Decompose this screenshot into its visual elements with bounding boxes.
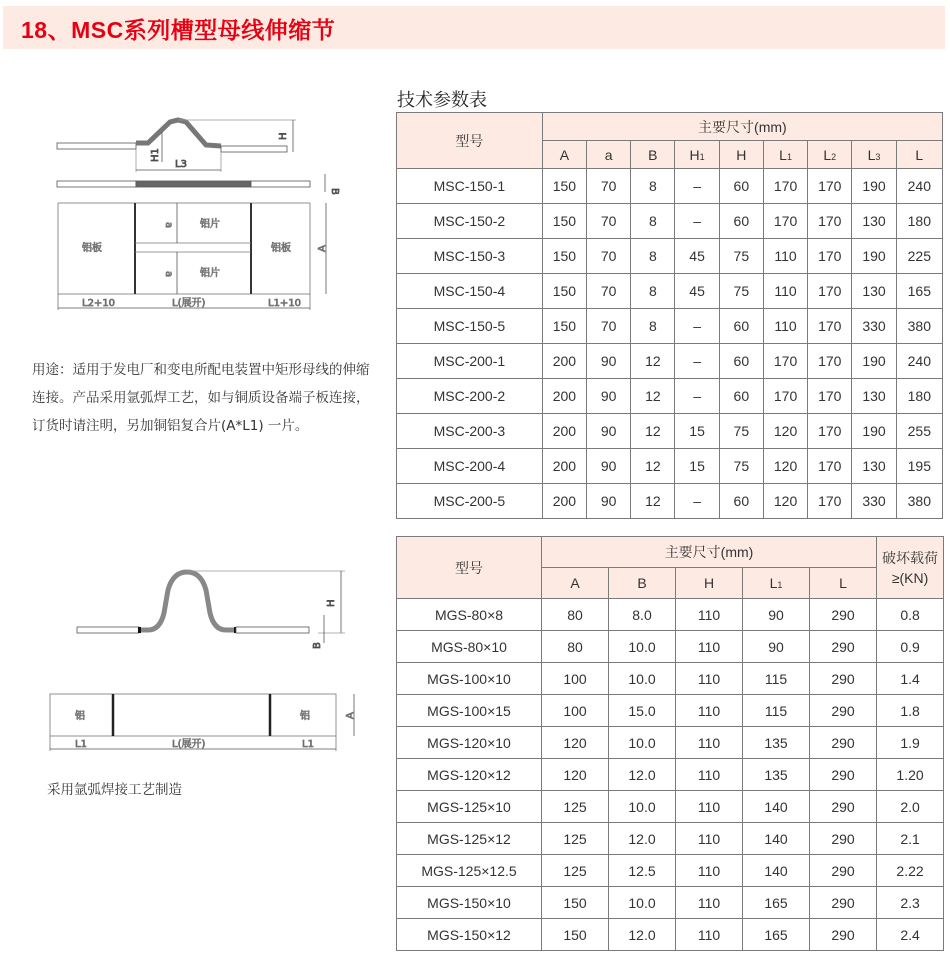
mgs-dim-B-label: B bbox=[312, 642, 323, 649]
model-cell: MSC-200-5 bbox=[397, 484, 543, 519]
value-cell: – bbox=[675, 344, 719, 379]
mgs-side-view bbox=[77, 571, 345, 649]
value-cell: 170 bbox=[808, 414, 852, 449]
plate-left-label: 铝板 bbox=[82, 243, 102, 254]
value-cell: 110 bbox=[676, 759, 743, 791]
breaking-load-header bbox=[877, 537, 944, 599]
value-cell: 115 bbox=[743, 663, 810, 695]
dim-H1-label: H1 bbox=[150, 148, 161, 162]
value-cell: 130 bbox=[852, 274, 896, 309]
model-cell: MGS-100×15 bbox=[397, 695, 542, 727]
column-header-main: L bbox=[823, 146, 832, 163]
dim-right-label: L1+10 bbox=[268, 298, 302, 309]
mgs-dim-H-label: H bbox=[326, 599, 337, 607]
model-cell: MGS-120×12 bbox=[397, 759, 542, 791]
value-cell: 70 bbox=[587, 204, 631, 239]
column-header bbox=[609, 568, 676, 599]
value-cell: 110 bbox=[676, 599, 743, 631]
value-cell: 15 bbox=[675, 449, 719, 484]
table-row bbox=[397, 823, 944, 855]
value-cell: 290 bbox=[810, 727, 877, 759]
value-cell: 110 bbox=[676, 791, 743, 823]
value-cell: 150 bbox=[542, 239, 586, 274]
value-cell: 170 bbox=[763, 169, 807, 204]
value-cell: 170 bbox=[808, 379, 852, 414]
value-cell: 45 bbox=[675, 274, 719, 309]
value-cell: 195 bbox=[896, 449, 942, 484]
mgs-dim-right-label: L1 bbox=[302, 739, 314, 750]
mgs-diagram bbox=[40, 545, 370, 760]
value-cell: 290 bbox=[810, 759, 877, 791]
dim-A-label: A bbox=[317, 245, 328, 252]
plate-right-label: 铝板 bbox=[271, 243, 291, 254]
value-cell: 8 bbox=[631, 309, 675, 344]
value-cell: 90 bbox=[587, 414, 631, 449]
value-cell: 200 bbox=[542, 344, 586, 379]
value-cell: 165 bbox=[896, 274, 942, 309]
value-cell: 60 bbox=[719, 344, 763, 379]
value-cell: 170 bbox=[808, 239, 852, 274]
column-header-subscript: 1 bbox=[777, 580, 783, 590]
value-cell: 150 bbox=[542, 204, 586, 239]
value-cell: 2.1 bbox=[877, 823, 944, 855]
value-cell: 140 bbox=[743, 823, 810, 855]
value-cell: 170 bbox=[808, 309, 852, 344]
value-cell: 8.0 bbox=[609, 599, 676, 631]
sheet-bottom-label: 铝片 bbox=[200, 268, 220, 279]
value-cell: 165 bbox=[743, 919, 810, 951]
mgs-plan-view bbox=[50, 694, 356, 751]
value-cell: 290 bbox=[810, 695, 877, 727]
dim-a-top-label: a bbox=[163, 222, 174, 229]
value-cell: 330 bbox=[852, 309, 896, 344]
value-cell: 130 bbox=[852, 204, 896, 239]
value-cell: 90 bbox=[587, 344, 631, 379]
column-header bbox=[587, 141, 631, 169]
msc-plan-view bbox=[58, 203, 328, 310]
table-row bbox=[397, 887, 944, 919]
mgs-dim-mid-label: L(展开) bbox=[172, 739, 206, 750]
value-cell: 90 bbox=[743, 599, 810, 631]
table-row bbox=[397, 239, 943, 274]
table-row bbox=[397, 855, 944, 887]
value-cell: 125 bbox=[542, 823, 609, 855]
column-header bbox=[808, 141, 852, 169]
value-cell: 290 bbox=[810, 791, 877, 823]
value-cell: 75 bbox=[719, 239, 763, 274]
dim-B-label: B bbox=[329, 188, 340, 195]
value-cell: 8 bbox=[631, 274, 675, 309]
value-cell: 15 bbox=[675, 414, 719, 449]
column-header-main: H bbox=[736, 146, 747, 163]
value-cell: 170 bbox=[808, 204, 852, 239]
model-header: 型号 bbox=[397, 537, 542, 599]
column-header-main: a bbox=[604, 146, 613, 163]
model-cell: MGS-125×10 bbox=[397, 791, 542, 823]
value-cell: 150 bbox=[542, 887, 609, 919]
value-cell: 290 bbox=[810, 919, 877, 951]
value-cell: 125 bbox=[542, 855, 609, 887]
dim-L3-label: L3 bbox=[175, 159, 187, 170]
value-cell: 380 bbox=[896, 309, 942, 344]
value-cell: 80 bbox=[542, 599, 609, 631]
value-cell: 2.22 bbox=[877, 855, 944, 887]
value-cell: 290 bbox=[810, 599, 877, 631]
value-cell: 110 bbox=[676, 823, 743, 855]
value-cell: 12.0 bbox=[609, 919, 676, 951]
value-cell: 1.8 bbox=[877, 695, 944, 727]
column-header bbox=[631, 141, 675, 169]
value-cell: 1.20 bbox=[877, 759, 944, 791]
value-cell: 0.8 bbox=[877, 599, 944, 631]
value-cell: 240 bbox=[896, 344, 942, 379]
column-header bbox=[676, 568, 743, 599]
column-header-main: L bbox=[769, 575, 778, 591]
mgs-left-label: 铝 bbox=[75, 711, 85, 722]
value-cell: 170 bbox=[808, 169, 852, 204]
value-cell: 60 bbox=[719, 379, 763, 414]
model-cell: MSC-150-4 bbox=[397, 274, 543, 309]
value-cell: 110 bbox=[676, 631, 743, 663]
model-cell: MGS-150×10 bbox=[397, 887, 542, 919]
value-cell: 12 bbox=[631, 449, 675, 484]
value-cell: 225 bbox=[896, 239, 942, 274]
value-cell: 10.0 bbox=[609, 887, 676, 919]
value-cell: 100 bbox=[542, 695, 609, 727]
column-header-subscript: 1 bbox=[786, 151, 792, 162]
table-row bbox=[397, 169, 943, 204]
value-cell: 200 bbox=[542, 379, 586, 414]
value-cell: 380 bbox=[896, 484, 942, 519]
value-cell: – bbox=[675, 309, 719, 344]
breaking-load-header-line1: 破坏载荷 bbox=[882, 549, 939, 566]
value-cell: 10.0 bbox=[609, 631, 676, 663]
column-header bbox=[763, 141, 807, 169]
column-header-main: H bbox=[689, 146, 700, 163]
sheet-top-label: 铝片 bbox=[200, 219, 220, 230]
mgs-dim-A-label: A bbox=[345, 712, 356, 719]
model-cell: MGS-100×10 bbox=[397, 663, 542, 695]
section-title: 技术参数表 bbox=[397, 90, 487, 111]
model-cell: MSC-150-2 bbox=[397, 204, 543, 239]
value-cell: 60 bbox=[719, 169, 763, 204]
value-cell: 290 bbox=[810, 663, 877, 695]
value-cell: 110 bbox=[676, 663, 743, 695]
value-cell: 45 bbox=[675, 239, 719, 274]
value-cell: 110 bbox=[676, 695, 743, 727]
value-cell: 180 bbox=[896, 379, 942, 414]
value-cell: 10.0 bbox=[609, 727, 676, 759]
value-cell: 290 bbox=[810, 631, 877, 663]
value-cell: 150 bbox=[542, 169, 586, 204]
value-cell: 110 bbox=[763, 239, 807, 274]
column-header-main: L bbox=[839, 575, 847, 591]
value-cell: 135 bbox=[743, 759, 810, 791]
value-cell: 70 bbox=[587, 239, 631, 274]
table-row bbox=[397, 309, 943, 344]
value-cell: 10.0 bbox=[609, 663, 676, 695]
dim-mid-label: L(展开) bbox=[172, 298, 206, 309]
table-row bbox=[397, 274, 943, 309]
table-row bbox=[397, 344, 943, 379]
column-header-subscript: 2 bbox=[831, 151, 837, 162]
dim-left-label: L2+10 bbox=[82, 298, 116, 309]
table-row bbox=[397, 484, 943, 519]
mgs-right-label: 铝 bbox=[300, 711, 310, 722]
value-cell: 290 bbox=[810, 823, 877, 855]
value-cell: 120 bbox=[763, 449, 807, 484]
value-cell: 110 bbox=[676, 727, 743, 759]
value-cell: – bbox=[675, 484, 719, 519]
value-cell: 12.0 bbox=[609, 823, 676, 855]
table-row bbox=[397, 449, 943, 484]
value-cell: 60 bbox=[719, 309, 763, 344]
column-header-main: H bbox=[703, 575, 715, 591]
value-cell: 255 bbox=[896, 414, 942, 449]
table-row bbox=[397, 663, 944, 695]
model-cell: MGS-120×10 bbox=[397, 727, 542, 759]
value-cell: 2.0 bbox=[877, 791, 944, 823]
value-cell: 150 bbox=[542, 274, 586, 309]
value-cell: – bbox=[675, 204, 719, 239]
model-cell: MSC-200-3 bbox=[397, 414, 543, 449]
value-cell: 2.3 bbox=[877, 887, 944, 919]
value-cell: 150 bbox=[542, 919, 609, 951]
value-cell: 60 bbox=[719, 204, 763, 239]
column-header-subscript: 1 bbox=[699, 151, 705, 162]
value-cell: 12 bbox=[631, 379, 675, 414]
value-cell: 140 bbox=[743, 791, 810, 823]
dimensions-group-header: 主要尺寸(mm) bbox=[542, 537, 877, 568]
mgs-dim-left-label: L1 bbox=[75, 739, 87, 750]
value-cell: 165 bbox=[743, 887, 810, 919]
value-cell: 170 bbox=[808, 274, 852, 309]
value-cell: 8 bbox=[631, 204, 675, 239]
value-cell: 8 bbox=[631, 239, 675, 274]
value-cell: 110 bbox=[676, 919, 743, 951]
column-header-main: L bbox=[867, 146, 876, 163]
value-cell: 75 bbox=[719, 414, 763, 449]
value-cell: 110 bbox=[676, 887, 743, 919]
mgs-spec-table bbox=[396, 536, 944, 951]
model-cell: MSC-150-5 bbox=[397, 309, 543, 344]
column-header-main: L bbox=[779, 146, 787, 163]
model-cell: MGS-80×8 bbox=[397, 599, 542, 631]
table-row bbox=[397, 919, 944, 951]
value-cell: 1.4 bbox=[877, 663, 944, 695]
model-cell: MGS-125×12.5 bbox=[397, 855, 542, 887]
column-header-main: B bbox=[648, 146, 658, 163]
table-row bbox=[397, 204, 943, 239]
value-cell: 180 bbox=[896, 204, 942, 239]
value-cell: 70 bbox=[587, 274, 631, 309]
value-cell: 240 bbox=[896, 169, 942, 204]
column-header bbox=[542, 141, 586, 169]
value-cell: 130 bbox=[852, 379, 896, 414]
value-cell: 115 bbox=[743, 695, 810, 727]
value-cell: 125 bbox=[542, 791, 609, 823]
value-cell: 90 bbox=[743, 631, 810, 663]
value-cell: 170 bbox=[808, 484, 852, 519]
value-cell: 190 bbox=[852, 239, 896, 274]
model-cell: MGS-80×10 bbox=[397, 631, 542, 663]
value-cell: 90 bbox=[587, 484, 631, 519]
msc-diagram bbox=[40, 100, 360, 325]
model-cell: MGS-150×12 bbox=[397, 919, 542, 951]
model-cell: MSC-200-1 bbox=[397, 344, 543, 379]
value-cell: 110 bbox=[676, 855, 743, 887]
table-row bbox=[397, 414, 943, 449]
value-cell: 170 bbox=[763, 204, 807, 239]
table-row bbox=[397, 759, 944, 791]
value-cell: – bbox=[675, 379, 719, 414]
value-cell: 1.9 bbox=[877, 727, 944, 759]
column-header bbox=[542, 568, 609, 599]
value-cell: 15.0 bbox=[609, 695, 676, 727]
value-cell: 90 bbox=[587, 379, 631, 414]
value-cell: 170 bbox=[808, 449, 852, 484]
value-cell: 200 bbox=[542, 484, 586, 519]
column-header bbox=[719, 141, 763, 169]
value-cell: 190 bbox=[852, 414, 896, 449]
model-cell: MSC-200-4 bbox=[397, 449, 543, 484]
value-cell: 8 bbox=[631, 169, 675, 204]
page-title: 18、MSC系列槽型母线伸缩节 bbox=[21, 17, 336, 43]
value-cell: 75 bbox=[719, 274, 763, 309]
value-cell: 70 bbox=[587, 309, 631, 344]
table-row bbox=[397, 631, 944, 663]
title-banner bbox=[3, 6, 945, 49]
column-header bbox=[675, 141, 719, 169]
value-cell: 120 bbox=[542, 759, 609, 791]
msc-top-view bbox=[57, 174, 340, 195]
dim-a-bottom-label: a bbox=[163, 271, 174, 278]
value-cell: 120 bbox=[763, 414, 807, 449]
value-cell: 190 bbox=[852, 344, 896, 379]
column-header bbox=[852, 141, 896, 169]
value-cell: 110 bbox=[763, 274, 807, 309]
value-cell: 10.0 bbox=[609, 791, 676, 823]
value-cell: 200 bbox=[542, 414, 586, 449]
value-cell: 130 bbox=[852, 449, 896, 484]
column-header bbox=[743, 568, 810, 599]
table-row bbox=[397, 727, 944, 759]
model-header: 型号 bbox=[397, 113, 543, 169]
column-header bbox=[810, 568, 877, 599]
value-cell: 12.5 bbox=[609, 855, 676, 887]
column-header bbox=[896, 141, 942, 169]
value-cell: 120 bbox=[763, 484, 807, 519]
value-cell: 190 bbox=[852, 169, 896, 204]
column-header-main: A bbox=[570, 575, 580, 591]
value-cell: 290 bbox=[810, 855, 877, 887]
value-cell: 90 bbox=[587, 449, 631, 484]
value-cell: 140 bbox=[743, 855, 810, 887]
column-header-subscript: 3 bbox=[875, 151, 881, 162]
model-cell: MSC-200-2 bbox=[397, 379, 543, 414]
breaking-load-header-line2: ≥(KN) bbox=[891, 569, 929, 586]
value-cell: 170 bbox=[808, 344, 852, 379]
table-row bbox=[397, 599, 944, 631]
column-header-main: B bbox=[637, 575, 647, 591]
table-row bbox=[397, 791, 944, 823]
value-cell: 2.4 bbox=[877, 919, 944, 951]
value-cell: 100 bbox=[542, 663, 609, 695]
value-cell: 80 bbox=[542, 631, 609, 663]
value-cell: 12 bbox=[631, 414, 675, 449]
value-cell: 135 bbox=[743, 727, 810, 759]
value-cell: 110 bbox=[763, 309, 807, 344]
value-cell: 120 bbox=[542, 727, 609, 759]
value-cell: 150 bbox=[542, 309, 586, 344]
value-cell: 12 bbox=[631, 484, 675, 519]
value-cell: 75 bbox=[719, 449, 763, 484]
value-cell: 330 bbox=[852, 484, 896, 519]
usage-description: 用途：适用于发电厂和变电所配电装置中矩形母线的伸缩连接。产品采用氩弧焊工艺，如与铜质设备端子板连接，订货时请注明，另加铜铝复合片(A*L1) 一片。 bbox=[32, 362, 370, 434]
value-cell: 60 bbox=[719, 484, 763, 519]
model-cell: MSC-150-3 bbox=[397, 239, 543, 274]
msc-side-view bbox=[57, 120, 296, 172]
value-cell: 170 bbox=[763, 379, 807, 414]
value-cell: 70 bbox=[587, 169, 631, 204]
model-cell: MSC-150-1 bbox=[397, 169, 543, 204]
msc-spec-table bbox=[396, 112, 943, 519]
table-row bbox=[397, 379, 943, 414]
value-cell: 12 bbox=[631, 344, 675, 379]
dimensions-group-header: 主要尺寸(mm) bbox=[542, 113, 942, 141]
value-cell: 170 bbox=[763, 344, 807, 379]
value-cell: 0.9 bbox=[877, 631, 944, 663]
mgs-caption: 采用氩弧焊接工艺制造 bbox=[47, 782, 182, 798]
value-cell: 12.0 bbox=[609, 759, 676, 791]
value-cell: – bbox=[675, 169, 719, 204]
table-row bbox=[397, 695, 944, 727]
column-header-main: A bbox=[559, 146, 570, 163]
column-header-main: L bbox=[915, 146, 924, 163]
value-cell: 290 bbox=[810, 887, 877, 919]
value-cell: 200 bbox=[542, 449, 586, 484]
model-cell: MGS-125×12 bbox=[397, 823, 542, 855]
dim-H-label: H bbox=[278, 132, 289, 140]
